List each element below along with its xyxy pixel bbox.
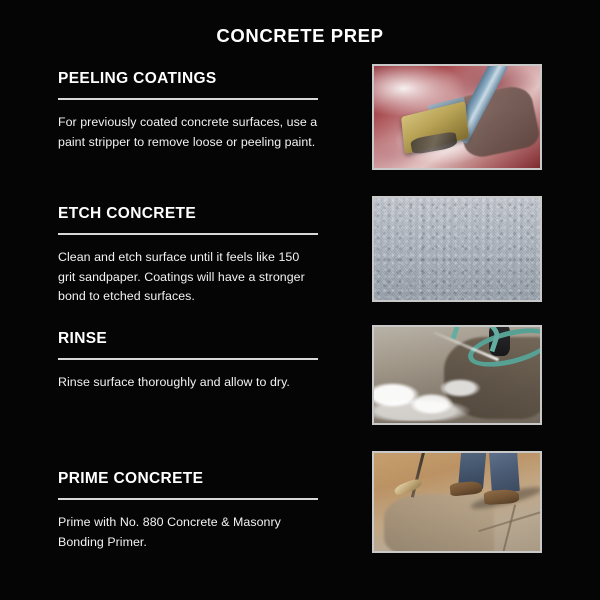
step-title: ETCH CONCRETE [58, 205, 197, 222]
photo-etch-concrete-image [374, 198, 540, 300]
step-etch-concrete [58, 205, 320, 307]
photo-prime-concrete-image [374, 453, 540, 551]
step-body: Rinse surface thoroughly and allow to dry. [58, 375, 290, 390]
roller-pole [411, 453, 426, 498]
step-prime-concrete [58, 470, 320, 552]
step-divider [58, 233, 318, 235]
photo-peeling-coatings [372, 64, 542, 170]
step-body: For previously coated concrete surfaces, use a paint stripper to remove loose or peeling paint. [58, 115, 318, 149]
step-body: Clean and etch surface until it feels like 150 grit sandpaper. Coatings will have a stronger bond to etched surfaces. [58, 250, 305, 304]
step-title: RINSE [58, 330, 108, 347]
concrete-seam-vertical [502, 504, 516, 551]
step-body: Prime with No. 880 Concrete & Masonry Bonding Primer. [58, 515, 281, 549]
step-divider [58, 358, 318, 360]
step-rinse [58, 330, 320, 393]
step-divider [58, 498, 318, 500]
photo-etch-concrete [372, 196, 542, 302]
leg-right [488, 453, 520, 493]
photo-rinse-image [374, 327, 540, 423]
step-divider [58, 98, 318, 100]
soap-suds [374, 371, 494, 421]
step-title: PRIME CONCRETE [58, 470, 204, 487]
photo-prime-concrete [372, 451, 542, 553]
surface-grain [374, 198, 540, 300]
boot-right [483, 489, 519, 505]
page-title: CONCRETE PREP [216, 25, 384, 46]
step-peeling-coatings [58, 70, 320, 152]
photo-rinse [372, 325, 542, 425]
step-title: PEELING COATINGS [58, 70, 217, 87]
photo-peeling-coatings-image [374, 66, 540, 168]
